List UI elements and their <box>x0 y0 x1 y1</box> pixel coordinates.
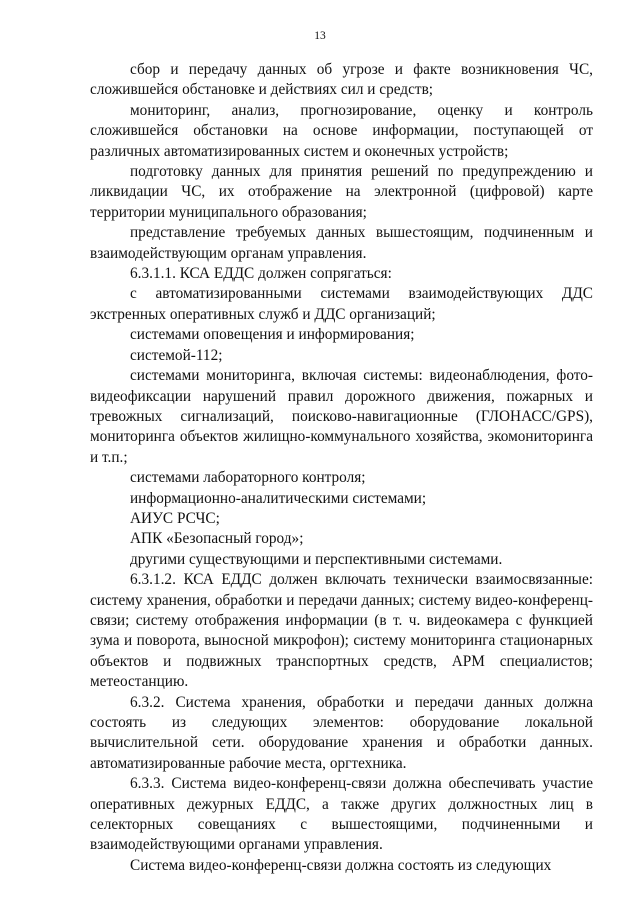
paragraph-8: системой-112; <box>130 346 223 364</box>
paragraph-4: представление требуемых данных вышестоящим, подчиненным и взаимодействующим органам управления. <box>90 224 593 262</box>
paragraph-5: 6.3.1.1. КСА ЕДДС должен сопрягаться: <box>130 265 392 283</box>
paragraph-14: другими существующими и перспективными системами. <box>130 550 503 568</box>
paragraph-16: 6.3.2. Система хранения, обработки и передачи данных должна состоять из следующих элементов: оборудование локальной вычислительной сети. оборудование хранения и обработки данных. автоматизированные рабочие места, оргтехника. <box>90 693 593 772</box>
paragraph-2: мониторинг, анализ, прогнозирование, оценку и контроль сложившейся обстановки на основе информации, поступающей от различных автоматизированных систем и оконечных устройств; <box>90 101 593 160</box>
paragraph-12: АИУС РСЧС; <box>130 509 220 527</box>
paragraph-6: с автоматизированными системами взаимодействующих ДДС экстренных оперативных служб и ДДС организаций; <box>90 285 593 323</box>
paragraph-3: подготовку данных для принятия решений по предупреждению и ликвидации ЧС, их отображение на электронной (цифровой) карте территории муниципального образования; <box>90 163 593 221</box>
paragraph-7: системами оповещения и информирования; <box>130 326 415 344</box>
paragraph-9: системами мониторинга, включая системы: видеонаблюдения, фото-видеофиксации нарушений правил дорожного движения, пожарных и тревожных сигнализаций, поисково-навигационные (ГЛОНАСС/GPS), мониторинга объектов жилищно-коммунального хозяйства, экомониторинга и т.п.; <box>90 367 593 466</box>
paragraph-18: Система видео-конференц-связи должна состоять из следующих <box>130 856 552 874</box>
document-body <box>90 60 593 876</box>
page-number: 13 <box>314 30 326 42</box>
paragraph-1: сбор и передачу данных об угрозе и факте возникновения ЧС, сложившейся обстановке и действиях сил и средств; <box>90 61 593 99</box>
paragraph-11: информационно-аналитическими системами; <box>130 489 427 507</box>
paragraph-17: 6.3.3. Система видео-конференц-связи должна обеспечивать участие оперативных дежурных ЕДДС, а также других должностных лиц в селекторных совещаниях с вышестоящими, подчиненными и взаимодействующими органами управления. <box>90 775 593 854</box>
paragraph-13: АПК «Безопасный город»; <box>130 530 304 548</box>
paragraph-10: системами лабораторного контроля; <box>130 469 366 487</box>
paragraph-15: 6.3.1.2. КСА ЕДДС должен включать технически взаимосвязанные: систему хранения, обработки и передачи данных; систему видео-конференц-связи; систему отображения информации (в т. ч. видеокамера с функцией зума и поворота, выносной микрофон); систему мониторинга стационарных объектов и подвижных транспортных средств, АРМ специалистов; метеостанцию. <box>90 571 593 691</box>
